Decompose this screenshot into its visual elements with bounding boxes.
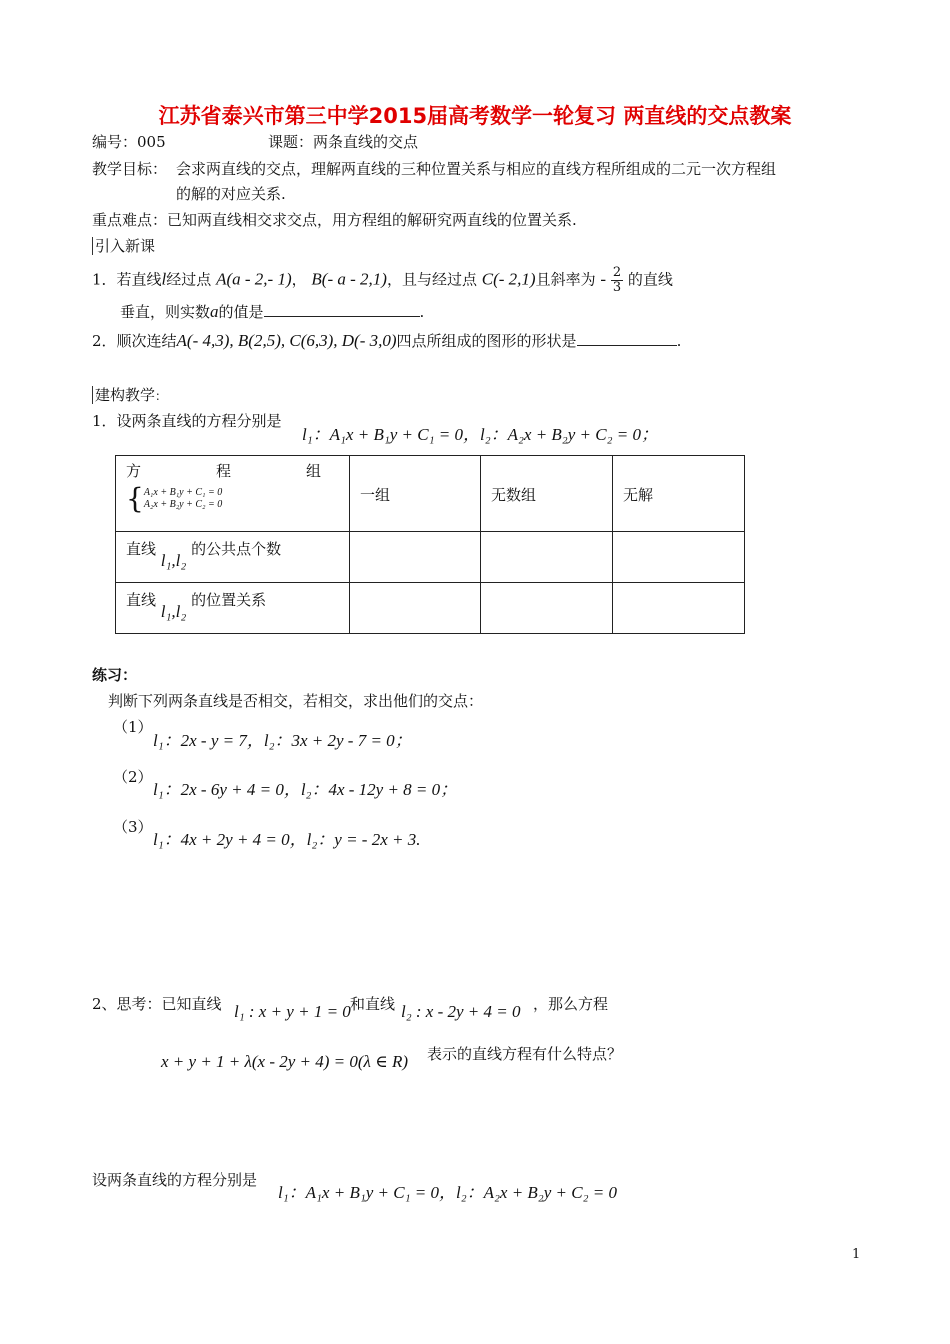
practice-label: 练习： xyxy=(92,666,138,684)
think-connector: 和直线 xyxy=(350,995,396,1013)
final-equations: l₁：A₁x + B₁y + C₁ = 0，l₂：A₂x + B₂y + C₂ = 0 xyxy=(278,1183,617,1202)
document-title: 江苏省泰兴市第三中学2015届高考数学一轮复习 两直线的交点教案 xyxy=(158,104,792,128)
practice-item-3-equation: l₁：4x + 2y + 4 = 0，l₂：y = - 2x + 3. xyxy=(153,830,421,849)
practice-intro: 判断下列两条直线是否相交，若相交，求出他们的交点： xyxy=(108,692,484,710)
think-combined-equation: x + y + 1 + λ(x - 2y + 4) = 0(λ ∈ R) xyxy=(161,1052,409,1071)
think-question: 2、思考：已知直线 xyxy=(92,995,222,1013)
practice-item-2-number: （2） xyxy=(113,768,153,786)
table-row xyxy=(116,583,745,634)
lesson-number: 编号：005 xyxy=(92,133,166,151)
think-question-end: 表示的直线方程有什么特点？ xyxy=(427,1045,623,1063)
row-label-common-points: 直线 l₁,l₂ 的公共点个数 xyxy=(116,532,350,583)
lesson-topic: 课题：两条直线的交点 xyxy=(268,133,419,151)
think-connector-2: ，那么方程 xyxy=(533,995,609,1013)
question-2: 2．顺次连结A(- 4,3), B(2,5), C(6,3), D(- 3,0)四点所组成的图形的形状是 . xyxy=(92,331,682,350)
table-cell[interactable] xyxy=(613,583,745,634)
section-intro-heading: 引入新课 xyxy=(92,235,155,256)
table-cell[interactable] xyxy=(613,532,745,583)
table-header-system: 方 程 组 { A₁x + B₁y + C₁ = 0 A₂x + B₂y + C₂ = 0 xyxy=(116,456,350,532)
table-row xyxy=(116,456,745,532)
objectives-line2: 的解的对应关系. xyxy=(176,185,286,203)
page-number: 1 xyxy=(852,1247,861,1262)
row-label-position: 直线 l₁,l₂ 的位置关系 xyxy=(116,583,350,634)
relations-table xyxy=(115,455,745,634)
table-cell[interactable] xyxy=(481,532,613,583)
think-line-2: l₂ : x - 2y + 4 = 0 xyxy=(401,1002,521,1021)
practice-item-3-number: （3） xyxy=(113,818,153,836)
build-item-1-equations: l₁：A₁x + B₁y + C₁ = 0，l₂：A₂x + B₂y + C₂ = 0； xyxy=(302,425,658,444)
final-statement: 设两条直线的方程分别是 xyxy=(92,1171,258,1189)
objectives-label: 教学目标： xyxy=(92,160,168,178)
table-header-infinite: 无数组 xyxy=(481,456,613,532)
answer-blank[interactable] xyxy=(577,331,677,346)
table-header-none: 无解 xyxy=(613,456,745,532)
question-1: 1．若直线l经过点 A(a - 2,- 1)， B(- a - 2,1)，且与经过点 C(- 2,1)且斜率为 - $\frac{2}{3}$ 的直线 xyxy=(92,265,673,295)
key-points: 重点难点：已知两直线相交求交点，用方程组的解研究两直线的位置关系. xyxy=(92,211,577,229)
practice-item-2-equation: l₁：2x - 6y + 4 = 0，l₂：4x - 12y + 8 = 0； xyxy=(153,780,458,799)
question-1-line2: 垂直，则实数a的值是 . xyxy=(120,302,425,321)
table-header-one: 一组 xyxy=(350,456,481,532)
table-cell[interactable] xyxy=(350,532,481,583)
table-cell[interactable] xyxy=(350,583,481,634)
section-build-heading: 建构教学： xyxy=(92,384,167,405)
table-row xyxy=(116,532,745,583)
slope-fraction: $\frac{2}{3}$ xyxy=(612,265,622,295)
practice-item-1-equation: l₁：2x - y = 7，l₂：3x + 2y - 7 = 0； xyxy=(153,731,412,750)
objectives-line1: 会求两直线的交点，理解两直线的三种位置关系与相应的直线方程所组成的二元一次方程组 xyxy=(176,160,777,178)
practice-item-1-number: （1） xyxy=(113,718,153,736)
build-item-1: 1．设两条直线的方程分别是 xyxy=(92,412,282,430)
table-cell[interactable] xyxy=(481,583,613,634)
answer-blank[interactable] xyxy=(264,302,420,317)
think-line-1: l₁ : x + y + 1 = 0 xyxy=(234,1002,351,1021)
